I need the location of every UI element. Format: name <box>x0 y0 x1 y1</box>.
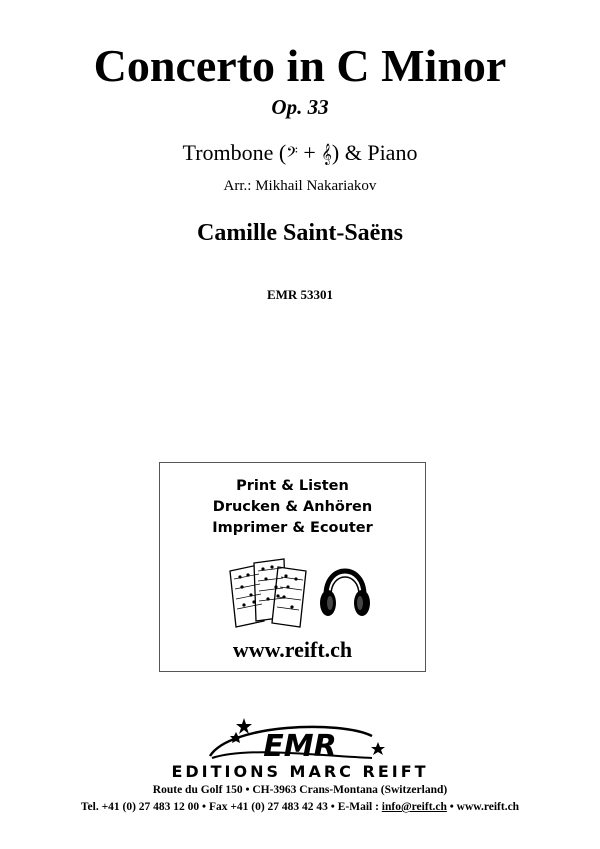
score-title: Concerto in C Minor <box>93 40 507 91</box>
clef-plus: + <box>297 140 322 165</box>
logo-text: EMR <box>263 729 337 764</box>
opus-number: Op. 33 <box>271 95 329 119</box>
publisher-contact <box>0 801 600 813</box>
treble-clef-icon: 𝄞 <box>321 144 332 165</box>
contact-phone-fax: Tel. +41 (0) 27 483 12 00 • Fax +41 (0) 27 483 42 43 • E-Mail : <box>80 801 382 813</box>
promo-website[interactable]: www.reift.ch <box>232 637 353 662</box>
bass-clef-icon: 𝄢 <box>286 144 298 165</box>
instrumentation-suffix: ) & Piano <box>331 140 418 165</box>
publisher-name: EDITIONS MARC REIFT <box>171 762 429 781</box>
print-listen-box <box>159 462 426 672</box>
catalog-number: EMR 53301 <box>266 287 334 302</box>
sheet-music-icon <box>226 557 312 629</box>
headphones-icon <box>318 557 372 621</box>
email-link[interactable]: info@reift.ch <box>381 801 447 813</box>
promo-line-german: Drucken & Anhören <box>212 499 373 515</box>
instrumentation <box>0 140 600 166</box>
promo-line-french: Imprimer & Ecouter <box>212 520 373 536</box>
arranger: Arr.: Mikhail Nakariakov <box>223 178 377 194</box>
promo-line-english: Print & Listen <box>236 478 349 494</box>
composer: Camille Saint-Saëns <box>196 220 403 246</box>
instrumentation-prefix: Trombone ( <box>182 140 287 165</box>
publisher-address: Route du Golf 150 • CH-3963 Crans-Montana (Switzerland) <box>152 784 448 796</box>
contact-website[interactable]: • www.reift.ch <box>446 801 520 813</box>
